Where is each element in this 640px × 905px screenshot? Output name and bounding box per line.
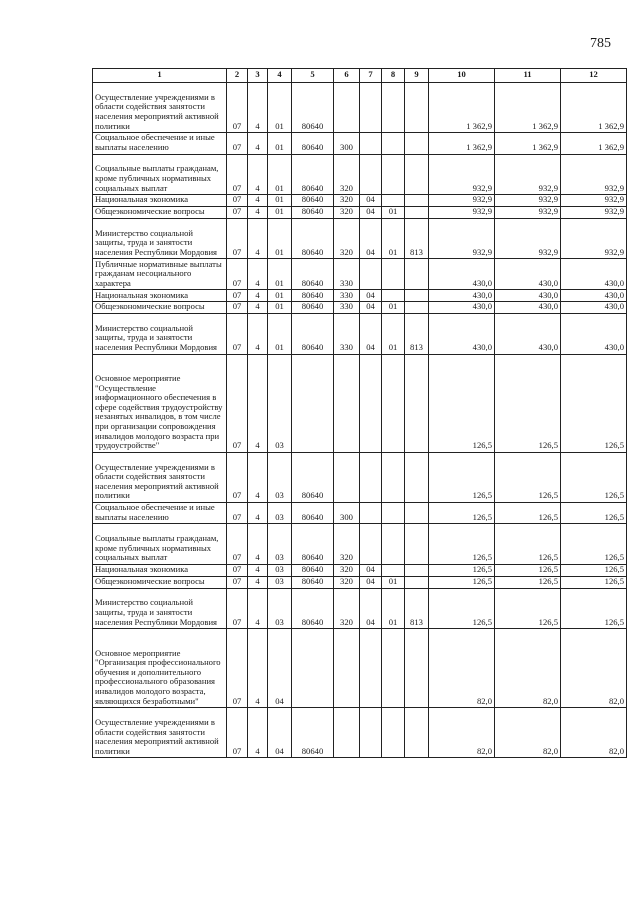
table-cell: 82,0 [429, 708, 495, 758]
table-cell: 82,0 [495, 708, 561, 758]
table-row [93, 502, 627, 523]
table-cell: 07 [227, 524, 248, 565]
table-cell: 4 [248, 302, 268, 314]
table-cell: 1 362,9 [495, 133, 561, 154]
table-cell: 4 [248, 354, 268, 452]
table-cell: 126,5 [495, 354, 561, 452]
budget-table [92, 68, 627, 758]
table-cell [405, 708, 429, 758]
table-cell [334, 354, 360, 452]
table-cell: 932,9 [495, 206, 561, 218]
table-row [93, 524, 627, 565]
table-cell: 430,0 [429, 290, 495, 302]
table-cell: 932,9 [561, 195, 627, 207]
header-cell: 2 [227, 69, 248, 83]
table-cell: 430,0 [495, 302, 561, 314]
table-cell: 4 [248, 154, 268, 195]
table-cell: 932,9 [429, 218, 495, 259]
table-cell: 4 [248, 290, 268, 302]
table-cell: 932,9 [561, 218, 627, 259]
table-cell: 03 [268, 588, 292, 629]
page-number: 785 [590, 36, 611, 51]
table-row [93, 154, 627, 195]
table-cell: 126,5 [495, 524, 561, 565]
table-cell [405, 576, 429, 588]
table-cell: 4 [248, 83, 268, 133]
table-cell [360, 354, 382, 452]
row-label: Осуществление учреждениями в области содействия занятости населения мероприятий активной политики [93, 708, 227, 758]
row-label: Общеэкономические вопросы [93, 576, 227, 588]
table-cell: 01 [382, 313, 405, 354]
table-cell: 01 [382, 302, 405, 314]
table-cell [405, 290, 429, 302]
table-cell [360, 502, 382, 523]
table-cell: 4 [248, 708, 268, 758]
table-cell [382, 259, 405, 290]
table-cell [382, 524, 405, 565]
table-cell: 80640 [292, 588, 334, 629]
table-cell: 430,0 [495, 290, 561, 302]
table-cell: 07 [227, 154, 248, 195]
table-cell: 07 [227, 354, 248, 452]
table-cell: 320 [334, 195, 360, 207]
table-cell: 01 [268, 133, 292, 154]
table-cell [382, 629, 405, 708]
table-cell [405, 452, 429, 502]
table-row [93, 354, 627, 452]
table-cell: 80640 [292, 302, 334, 314]
table-cell [382, 564, 405, 576]
table-cell: 126,5 [429, 452, 495, 502]
table-cell: 932,9 [561, 206, 627, 218]
header-cell: 5 [292, 69, 334, 83]
table-cell: 4 [248, 452, 268, 502]
table-cell [405, 354, 429, 452]
table-cell: 80640 [292, 313, 334, 354]
table-cell: 4 [248, 206, 268, 218]
table-cell: 82,0 [495, 629, 561, 708]
table-cell: 300 [334, 502, 360, 523]
table-cell: 126,5 [561, 564, 627, 576]
table-cell: 01 [382, 588, 405, 629]
table-cell: 01 [268, 218, 292, 259]
table-cell: 80640 [292, 564, 334, 576]
table-cell: 01 [268, 302, 292, 314]
table-cell: 430,0 [495, 313, 561, 354]
row-label: Публичные нормативные выплаты гражданам несоциального характера [93, 259, 227, 290]
table-row [93, 629, 627, 708]
table-cell [360, 259, 382, 290]
table-cell: 03 [268, 354, 292, 452]
header-cell: 12 [561, 69, 627, 83]
table-cell: 330 [334, 313, 360, 354]
table-cell [360, 629, 382, 708]
table-cell [360, 154, 382, 195]
table-cell [405, 133, 429, 154]
table-cell: 80640 [292, 290, 334, 302]
header-row [93, 69, 627, 83]
table-cell: 932,9 [495, 195, 561, 207]
table-row [93, 290, 627, 302]
table-cell: 01 [268, 313, 292, 354]
table-cell: 4 [248, 524, 268, 565]
table-cell: 04 [360, 588, 382, 629]
table-row [93, 564, 627, 576]
table-cell: 1 362,9 [429, 133, 495, 154]
table-cell: 813 [405, 313, 429, 354]
header-cell: 9 [405, 69, 429, 83]
table-cell [334, 83, 360, 133]
table-cell: 430,0 [561, 259, 627, 290]
table-cell: 80640 [292, 708, 334, 758]
table-cell: 03 [268, 452, 292, 502]
table-row [93, 708, 627, 758]
table-cell: 80640 [292, 259, 334, 290]
table-cell: 07 [227, 133, 248, 154]
table-cell: 320 [334, 206, 360, 218]
table-cell: 4 [248, 564, 268, 576]
table-cell: 4 [248, 133, 268, 154]
table-cell [405, 206, 429, 218]
table-cell: 932,9 [561, 154, 627, 195]
table-cell: 01 [268, 290, 292, 302]
table-cell: 126,5 [495, 564, 561, 576]
table-cell: 04 [360, 313, 382, 354]
table-cell: 300 [334, 133, 360, 154]
header-cell: 10 [429, 69, 495, 83]
table-cell [405, 195, 429, 207]
table-cell: 330 [334, 259, 360, 290]
table-cell: 80640 [292, 83, 334, 133]
table-cell [382, 83, 405, 133]
table-cell: 01 [382, 206, 405, 218]
header-cell: 6 [334, 69, 360, 83]
table-cell: 126,5 [429, 354, 495, 452]
table-cell [405, 83, 429, 133]
table-cell: 126,5 [561, 452, 627, 502]
table-cell: 4 [248, 195, 268, 207]
table-cell: 80640 [292, 524, 334, 565]
table-cell: 4 [248, 588, 268, 629]
row-label: Министерство социальной защиты, труда и занятости населения Республики Мордовия [93, 218, 227, 259]
table-cell: 80640 [292, 195, 334, 207]
table-cell [360, 708, 382, 758]
table-cell: 80640 [292, 576, 334, 588]
table-body [93, 83, 627, 758]
table-cell: 320 [334, 564, 360, 576]
row-label: Общеэкономические вопросы [93, 206, 227, 218]
table-cell [360, 133, 382, 154]
table-cell: 4 [248, 629, 268, 708]
table-cell: 320 [334, 218, 360, 259]
table-cell: 04 [268, 708, 292, 758]
table-cell: 07 [227, 629, 248, 708]
table-cell: 01 [268, 259, 292, 290]
table-cell: 07 [227, 259, 248, 290]
table-cell: 07 [227, 588, 248, 629]
table-cell [292, 629, 334, 708]
table-cell: 330 [334, 302, 360, 314]
header-cell: 4 [268, 69, 292, 83]
row-label: Министерство социальной защиты, труда и занятости населения Республики Мордовия [93, 588, 227, 629]
row-label: Основное мероприятие "Осуществление информационного обеспечения в сфере содействия трудоустройству незанятых инвалидов, в том числе при организации сопровождения инвалидов молодого возраста при трудоустройстве" [93, 354, 227, 452]
table-row [93, 133, 627, 154]
row-label: Национальная экономика [93, 290, 227, 302]
table-cell: 932,9 [429, 195, 495, 207]
table-cell: 1 362,9 [561, 83, 627, 133]
table-cell: 80640 [292, 452, 334, 502]
table-cell [382, 195, 405, 207]
row-label: Осуществление учреждениями в области содействия занятости населения мероприятий активной политики [93, 452, 227, 502]
table-cell: 126,5 [495, 576, 561, 588]
table-cell: 4 [248, 259, 268, 290]
table-row [93, 313, 627, 354]
table-cell: 04 [360, 206, 382, 218]
row-label: Социальное обеспечение и иные выплаты населению [93, 502, 227, 523]
table-cell [382, 502, 405, 523]
table-cell: 80640 [292, 218, 334, 259]
table-cell: 80640 [292, 206, 334, 218]
table-cell [382, 133, 405, 154]
table-cell: 320 [334, 588, 360, 629]
table-cell: 03 [268, 502, 292, 523]
table-cell [360, 452, 382, 502]
table-cell [382, 290, 405, 302]
table-cell: 07 [227, 218, 248, 259]
table-cell: 126,5 [561, 588, 627, 629]
table-cell: 813 [405, 218, 429, 259]
table-cell [405, 259, 429, 290]
row-label: Основное мероприятие "Организация профессионального обучения и дополнительного профессионального образования инвалидов молодого возраста, являющихся безработными" [93, 629, 227, 708]
table-cell: 430,0 [561, 302, 627, 314]
table-cell: 07 [227, 206, 248, 218]
table-cell: 07 [227, 290, 248, 302]
table-cell: 80640 [292, 133, 334, 154]
table-cell: 320 [334, 576, 360, 588]
table-cell: 330 [334, 290, 360, 302]
table-cell [405, 154, 429, 195]
table-cell: 01 [268, 83, 292, 133]
row-label: Социальные выплаты гражданам, кроме публичных нормативных социальных выплат [93, 154, 227, 195]
table-cell: 320 [334, 524, 360, 565]
table-cell: 04 [360, 290, 382, 302]
table-cell: 126,5 [429, 524, 495, 565]
table-cell [405, 524, 429, 565]
table-cell: 320 [334, 154, 360, 195]
table-row [93, 259, 627, 290]
table-cell [334, 629, 360, 708]
table-cell: 932,9 [429, 206, 495, 218]
table-cell: 126,5 [429, 588, 495, 629]
table-cell: 04 [360, 218, 382, 259]
table-row [93, 83, 627, 133]
table-cell: 04 [360, 195, 382, 207]
table-cell: 1 362,9 [495, 83, 561, 133]
table-cell: 126,5 [429, 564, 495, 576]
table-cell [360, 83, 382, 133]
table-cell: 126,5 [561, 576, 627, 588]
table-cell: 430,0 [429, 259, 495, 290]
table-cell: 82,0 [561, 629, 627, 708]
row-label: Национальная экономика [93, 195, 227, 207]
table-cell: 932,9 [495, 218, 561, 259]
table-cell: 07 [227, 313, 248, 354]
table-cell: 01 [268, 195, 292, 207]
row-label: Социальные выплаты гражданам, кроме публичных нормативных социальных выплат [93, 524, 227, 565]
table-cell [382, 708, 405, 758]
table-cell: 430,0 [495, 259, 561, 290]
table-cell: 82,0 [429, 629, 495, 708]
table-cell: 813 [405, 588, 429, 629]
table-cell: 04 [268, 629, 292, 708]
table-cell: 07 [227, 452, 248, 502]
table-cell: 01 [382, 218, 405, 259]
table-cell: 430,0 [561, 290, 627, 302]
table-cell: 1 362,9 [561, 133, 627, 154]
table-cell: 126,5 [429, 502, 495, 523]
table-cell: 03 [268, 564, 292, 576]
table-cell: 126,5 [495, 588, 561, 629]
table-cell [405, 502, 429, 523]
table-cell: 03 [268, 576, 292, 588]
table-row [93, 218, 627, 259]
table-cell: 126,5 [495, 502, 561, 523]
table-cell: 07 [227, 195, 248, 207]
table-row [93, 195, 627, 207]
table-cell: 04 [360, 576, 382, 588]
header-cell: 3 [248, 69, 268, 83]
row-label: Национальная экономика [93, 564, 227, 576]
table-cell: 07 [227, 576, 248, 588]
table-cell: 04 [360, 564, 382, 576]
table-cell: 80640 [292, 154, 334, 195]
table-row [93, 576, 627, 588]
table-cell: 126,5 [495, 452, 561, 502]
row-label: Министерство социальной защиты, труда и занятости населения Республики Мордовия [93, 313, 227, 354]
header-cell: 7 [360, 69, 382, 83]
table-cell: 01 [268, 154, 292, 195]
table-cell [334, 708, 360, 758]
table-cell: 430,0 [429, 302, 495, 314]
table-cell: 4 [248, 576, 268, 588]
table-row [93, 588, 627, 629]
table-cell: 932,9 [495, 154, 561, 195]
table-cell: 932,9 [429, 154, 495, 195]
table-cell: 4 [248, 313, 268, 354]
table-cell: 07 [227, 83, 248, 133]
table-cell: 07 [227, 564, 248, 576]
table-cell: 4 [248, 218, 268, 259]
table-cell: 4 [248, 502, 268, 523]
table-cell [382, 354, 405, 452]
table-cell [360, 524, 382, 565]
table-cell: 1 362,9 [429, 83, 495, 133]
row-label: Осуществление учреждениями в области содействия занятости населения мероприятий активной политики [93, 83, 227, 133]
table-cell: 430,0 [429, 313, 495, 354]
table-cell: 80640 [292, 502, 334, 523]
table-cell [334, 452, 360, 502]
header-cell: 1 [93, 69, 227, 83]
table-cell [405, 564, 429, 576]
table-cell: 01 [382, 576, 405, 588]
table-cell [292, 354, 334, 452]
table-cell [405, 302, 429, 314]
table-cell [405, 629, 429, 708]
table-cell: 01 [268, 206, 292, 218]
table-row [93, 302, 627, 314]
table-cell: 07 [227, 708, 248, 758]
table-cell: 126,5 [561, 502, 627, 523]
table-cell: 03 [268, 524, 292, 565]
table-row [93, 206, 627, 218]
table-cell [382, 154, 405, 195]
table-cell: 07 [227, 502, 248, 523]
table-row [93, 452, 627, 502]
row-label: Общеэкономические вопросы [93, 302, 227, 314]
table-cell: 126,5 [561, 354, 627, 452]
row-label: Социальное обеспечение и иные выплаты населению [93, 133, 227, 154]
table-cell: 126,5 [429, 576, 495, 588]
header-cell: 8 [382, 69, 405, 83]
table-cell: 126,5 [561, 524, 627, 565]
header-cell: 11 [495, 69, 561, 83]
table-cell: 82,0 [561, 708, 627, 758]
table-cell: 07 [227, 302, 248, 314]
table-cell: 430,0 [561, 313, 627, 354]
table-cell: 04 [360, 302, 382, 314]
table-cell [382, 452, 405, 502]
